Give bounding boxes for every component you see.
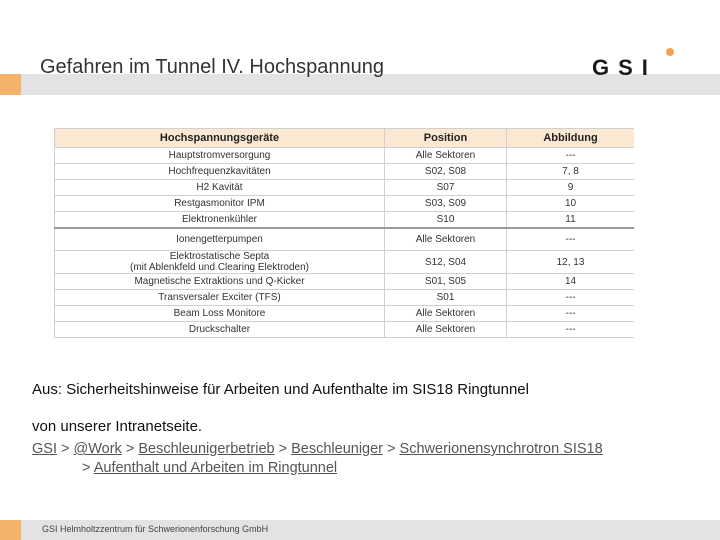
link-ringtunnel[interactable]: Aufenthalt und Arbeiten im Ringtunnel [93, 460, 338, 476]
footer-text: GSI Helmholtzzentrum für Schwerionenforschung GmbH [42, 524, 269, 534]
link-sis18[interactable]: Schwerionensynchrotron SIS18 [399, 441, 603, 457]
path-separator: > [387, 441, 396, 457]
cell-position: S10 [385, 212, 507, 229]
table-row [55, 322, 635, 338]
path-separator: > [61, 441, 70, 457]
cell-position: Alle Sektoren [385, 322, 507, 338]
cell-figure: 14 [507, 274, 635, 290]
cell-device: Beam Loss Monitore [55, 306, 385, 322]
cell-device: H2 Kavität [55, 180, 385, 196]
cell-device: Restgasmonitor IPM [55, 196, 385, 212]
cell-device: Elektronenkühler [55, 212, 385, 229]
table-row [55, 212, 635, 229]
col-header-position: Position [385, 129, 507, 148]
cell-position: S02, S08 [385, 164, 507, 180]
table-row [55, 196, 635, 212]
col-header-figure: Abbildung [507, 129, 635, 148]
link-beschleuniger[interactable]: Beschleuniger [291, 441, 384, 457]
source-line-2: von unserer Intranetseite. [32, 418, 203, 435]
cell-device: Elektrostatische Septa (mit Ablenkfeld und Clearing Elektroden) [55, 251, 385, 274]
cell-figure: --- [507, 228, 635, 251]
cell-figure: --- [507, 306, 635, 322]
col-header-device: Hochspannungsgeräte [55, 129, 385, 148]
slide-title: Gefahren im Tunnel IV. Hochspannung [40, 56, 384, 78]
cell-device: Magnetische Extraktions und Q-Kicker [55, 274, 385, 290]
table-row [55, 164, 635, 180]
footer-accent [0, 520, 21, 540]
table-row [55, 274, 635, 290]
table-row [55, 180, 635, 196]
cell-figure: 11 [507, 212, 635, 229]
intranet-path [32, 440, 603, 478]
table-row [55, 306, 635, 322]
path-separator: > [125, 441, 135, 457]
source-prefix: Aus: [32, 381, 67, 398]
path-separator: > [82, 460, 91, 476]
table-row [55, 251, 635, 274]
cell-position: S01 [385, 290, 507, 306]
cell-device: Ionengetterpumpen [55, 228, 385, 251]
table-header-row [55, 129, 635, 148]
path-separator: > [278, 441, 288, 457]
cell-position: S01, S05 [385, 274, 507, 290]
cell-figure: 12, 13 [507, 251, 635, 274]
gsi-logo-dot [666, 48, 674, 56]
cell-position: S03, S09 [385, 196, 507, 212]
hv-device-table [54, 128, 634, 344]
cell-device: Transversaler Exciter (TFS) [55, 290, 385, 306]
cell-device: Hochfrequenzkavitäten [55, 164, 385, 180]
source-text: Sicherheitshinweise für Arbeiten und Aufenthalte im SIS18 Ringtunnel [66, 381, 529, 398]
table-row [55, 228, 635, 251]
cell-position: Alle Sektoren [385, 148, 507, 164]
cell-figure: --- [507, 148, 635, 164]
cell-figure: 10 [507, 196, 635, 212]
link-work[interactable]: @Work [73, 441, 122, 457]
link-beschleunigerbetrieb[interactable]: Beschleunigerbetrieb [138, 441, 275, 457]
cell-figure: 9 [507, 180, 635, 196]
cell-position: Alle Sektoren [385, 306, 507, 322]
table-row [55, 290, 635, 306]
cell-figure: --- [507, 322, 635, 338]
table-row [55, 148, 635, 164]
cell-figure: 7, 8 [507, 164, 635, 180]
cell-position: S12, S04 [385, 251, 507, 274]
cell-position: S07 [385, 180, 507, 196]
gsi-logo-text: GSI [592, 55, 657, 77]
link-gsi[interactable]: GSI [32, 441, 57, 457]
cell-device: Druckschalter [55, 322, 385, 338]
cell-figure: --- [507, 290, 635, 306]
cell-device: Hauptstromversorgung [55, 148, 385, 164]
cell-position: Alle Sektoren [385, 228, 507, 251]
gsi-logo [592, 47, 684, 77]
header-accent [0, 74, 21, 95]
source-line [32, 381, 529, 398]
